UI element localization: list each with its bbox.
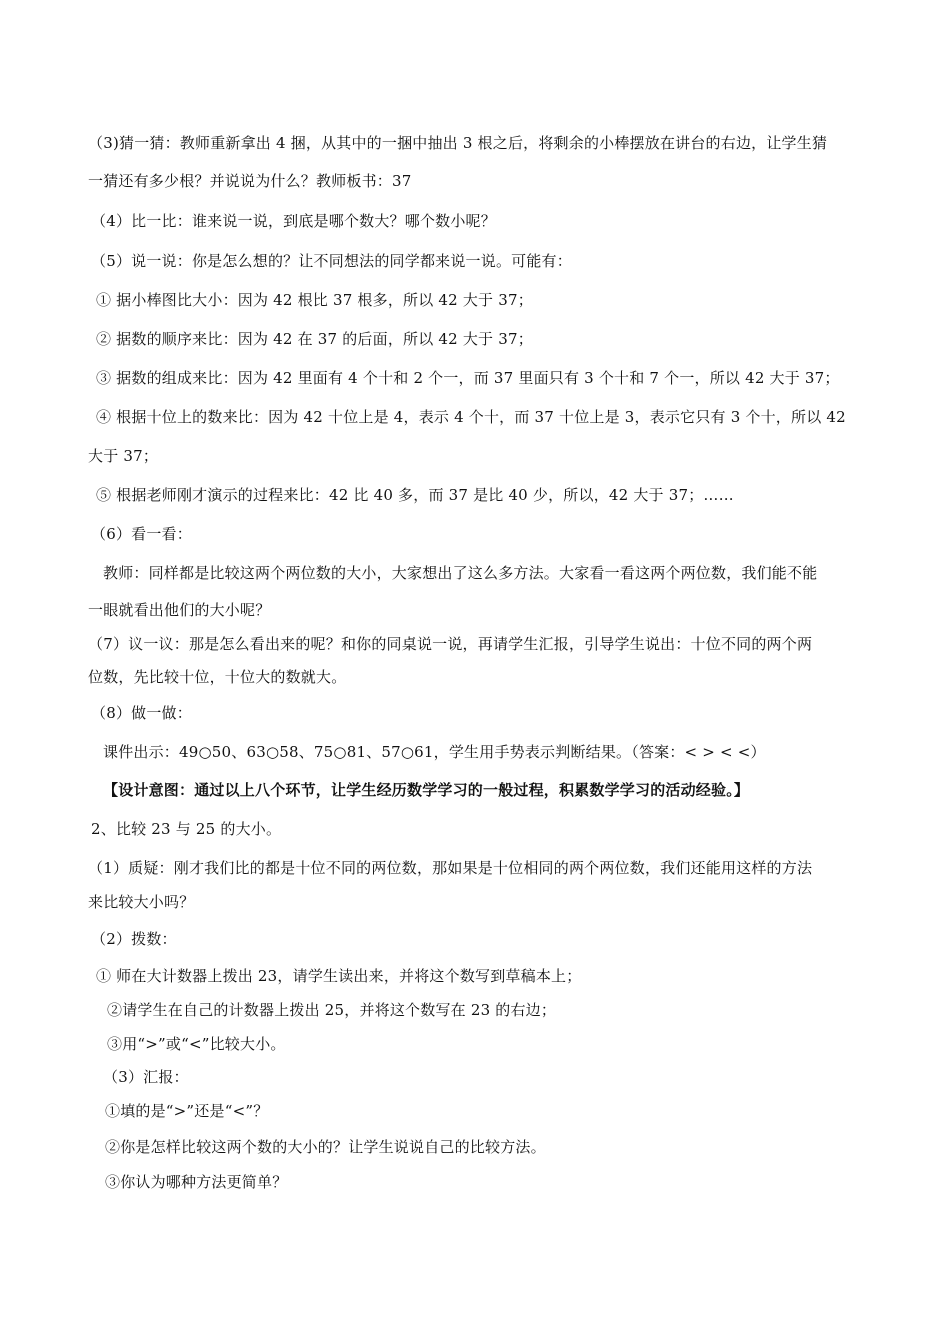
text-line: ⑤ 根据老师刚才演示的过程来比：42 比 40 多，而 37 是比 40 少，所以，42 大于 37；…… [96,486,734,504]
text-line: 位数，先比较十位，十位大的数就大。 [88,668,347,686]
text-line: 来比较大小吗？ [88,893,195,911]
text-line: 课件出示：49○50、63○58、75○81、57○61，学生用手势表示判断结果。（答案：< > < <） [103,743,766,761]
text-line: （1）质疑：刚才我们比的都是十位不同的两位数，那如果是十位相同的两个两位数，我们还能用这样的方法 [88,859,813,877]
text-line: （4）比一比：谁来说一说，到底是哪个数大？哪个数小呢？ [91,212,496,230]
text-line: （5）说一说：你是怎么想的？让不同想法的同学都来说一说。可能有： [91,252,572,270]
design-intent-note: 【设计意图：通过以上八个环节，让学生经历数学学习的一般过程，积累数学学习的活动经验。】 [103,781,750,799]
text-line: 一猜还有多少根？并说说为什么？教师板书：37 [88,172,412,190]
text-line: ② 据数的顺序来比：因为 42 在 37 的后面，所以 42 大于 37； [96,330,533,348]
text-line: ④ 根据十位上的数来比：因为 42 十位上是 4，表示 4 个十，而 37 十位上是 3，表示它只有 3 个十，所以 42 [96,408,846,426]
text-line: （3）汇报： [103,1068,189,1086]
text-line: ③你认为哪种方法更简单？ [105,1173,288,1191]
text-line: ②请学生在自己的计数器上拨出 25，并将这个数写在 23 的右边； [107,1001,557,1019]
text-line: （6）看一看： [91,525,192,543]
text-line: ①填的是“>”还是“<”？ [105,1102,269,1120]
text-line: ① 师在大计数器上拨出 23，请学生读出来，并将这个数写到草稿本上； [96,967,582,985]
text-line: 大于 37； [88,447,159,465]
text-line: （8）做一做： [91,704,192,722]
text-line: （7）议一议：那是怎么看出来的呢？和你的同桌说一说，再请学生汇报，引导学生说出：十位不同的两个两 [88,635,813,653]
text-line: （2）拨数： [91,930,177,948]
text-line: ②你是怎样比较这两个数的大小的？让学生说说自己的比较方法。 [105,1138,546,1156]
text-line: （3)猜一猜：教师重新拿出 4 捆，从其中的一捆中抽出 3 根之后，将剩余的小棒摆放在讲台的右边，让学生猜 [88,134,828,152]
text-line: 一眼就看出他们的大小呢？ [88,601,271,619]
text-line: ③ 据数的组成来比：因为 42 里面有 4 个十和 2 个一，而 37 里面只有 3 个十和 7 个一，所以 42 大于 37； [96,369,840,387]
text-line: ③用“>”或“<”比较大小。 [107,1035,286,1053]
text-line: 教师：同样都是比较这两个两位数的大小，大家想出了这么多方法。大家看一看这两个两位数，我们能不能 [103,564,818,582]
text-line: ① 据小棒图比大小：因为 42 根比 37 根多，所以 42 大于 37； [96,291,533,309]
section-heading: 2、比较 23 与 25 的大小。 [91,820,282,838]
